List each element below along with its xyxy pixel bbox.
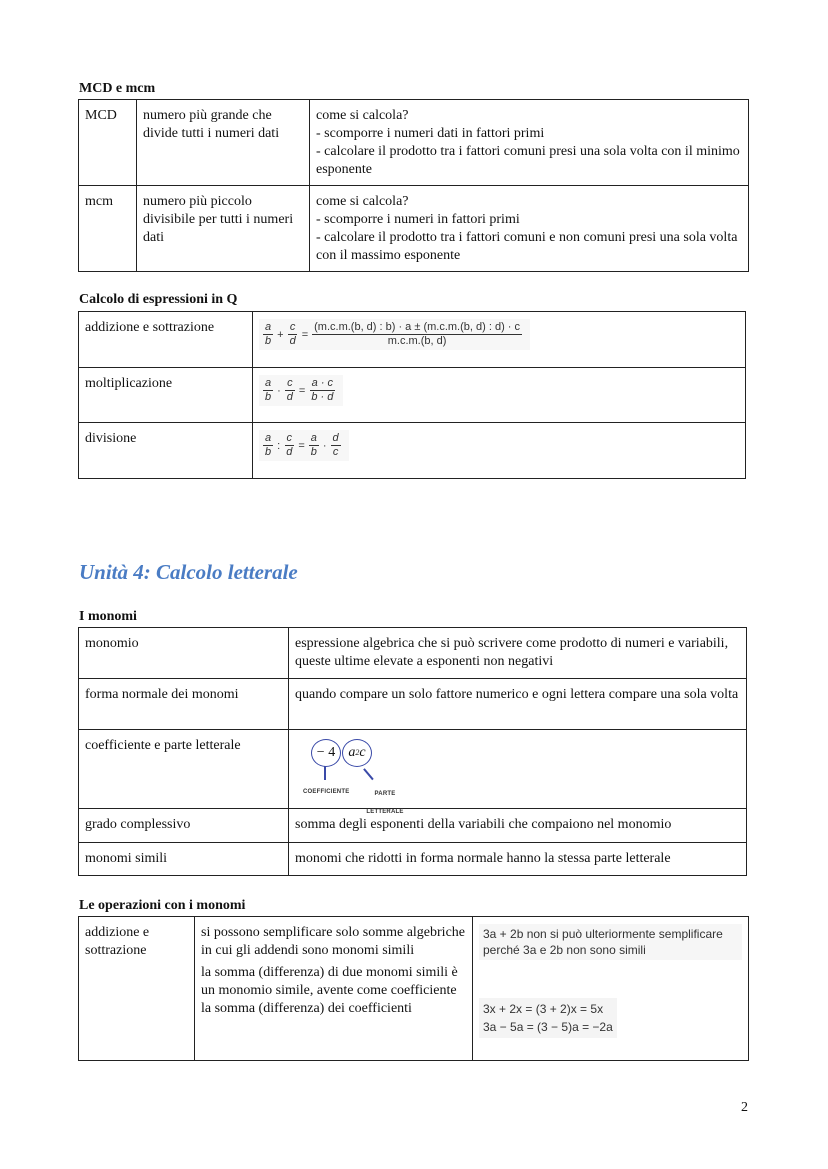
definition-cell: numero più piccolo divisibile per tutti i numeri dati bbox=[137, 186, 310, 272]
rules-cell bbox=[195, 917, 473, 1061]
term-cell: monomi simili bbox=[79, 843, 289, 876]
unit-heading: Unità 4: Calcolo letterale bbox=[79, 560, 298, 584]
examples-cell bbox=[473, 917, 749, 1061]
example-not-similar: 3a + 2b non si può ulteriormente semplificare perché 3a e 2b non sono simili bbox=[479, 924, 742, 960]
example-similar-sum: 3x + 2x = (3 + 2)x = 5x 3a − 5a = (3 − 5)a = −2a bbox=[479, 998, 617, 1038]
method-title: come si calcola? bbox=[316, 194, 409, 209]
table-row-forma-normale bbox=[79, 679, 747, 730]
formula-cell bbox=[253, 368, 746, 423]
definition-cell: numero più grande che divide tutti i numeri dati bbox=[137, 100, 310, 186]
method-step: - scomporre i numeri dati in fattori primi bbox=[316, 126, 545, 141]
rule-text: si possono semplificare solo somme algebriche in cui gli addendi sono monomi simili bbox=[201, 925, 465, 958]
monomial-diagram bbox=[301, 739, 421, 815]
section-title-mcd-mcm: MCD e mcm bbox=[79, 81, 156, 96]
table-row-divisione bbox=[79, 423, 746, 479]
term-cell: coefficiente e parte letterale bbox=[79, 730, 289, 809]
formula-cell bbox=[253, 312, 746, 368]
definition-cell: quando compare un solo fattore numerico e ogni lettera compare una sola volta bbox=[289, 679, 747, 730]
operation-cell: addizione e sottrazione bbox=[79, 917, 195, 1061]
term-cell: mcm bbox=[79, 186, 137, 272]
rule-text: la somma (differenza) di due monomi simili è un monomio simile, avente come coefficiente la somma (differenza) dei coefficienti bbox=[201, 965, 458, 1016]
method-step: - calcolare il prodotto tra i fattori comuni presi una sola volta con il minimo esponente bbox=[316, 144, 740, 177]
coefficient-label: COEFFICIENTE bbox=[303, 789, 350, 795]
operation-cell: moltiplicazione bbox=[79, 368, 253, 423]
literal-leader-line bbox=[363, 769, 373, 781]
literal-part-circle: a 2 c bbox=[342, 739, 372, 767]
coefficient-leader-line bbox=[324, 766, 326, 780]
definition-cell: somma degli esponenti della variabili che compaiono nel monomio bbox=[289, 809, 747, 843]
table-row-addizione bbox=[79, 312, 746, 368]
table-row-monomio bbox=[79, 628, 747, 679]
literal-part-label: PARTE LETTERALE bbox=[366, 791, 404, 815]
espressioni-q-table bbox=[78, 311, 746, 479]
method-cell bbox=[310, 100, 749, 186]
table-row-moltiplicazione bbox=[79, 368, 746, 423]
operation-cell: divisione bbox=[79, 423, 253, 479]
table-row-simili bbox=[79, 843, 747, 876]
term-cell: grado complessivo bbox=[79, 809, 289, 843]
term-cell: forma normale dei monomi bbox=[79, 679, 289, 730]
division-formula: $\frac{a}{b}$ : $\frac{c}{d}$ = $\frac{a}{b}$ · $\frac{d}{c}$ bbox=[259, 430, 349, 461]
table-row-addizione-sottrazione bbox=[79, 917, 749, 1061]
operation-cell: addizione e sottrazione bbox=[79, 312, 253, 368]
multiplication-formula: $\frac{a}{b}$ · $\frac{c}{d}$ = $\frac{a \cdot c}{b \cdot d}$ bbox=[259, 375, 343, 406]
method-cell bbox=[310, 186, 749, 272]
formula-cell bbox=[253, 423, 746, 479]
coefficient-circle: − 4 bbox=[311, 739, 341, 767]
term-cell: monomio bbox=[79, 628, 289, 679]
method-step: - calcolare il prodotto tra i fattori comuni e non comuni presi una sola volta con il massimo esponente bbox=[316, 230, 738, 263]
addition-formula: $\frac{a}{b}$ + $\frac{c}{d}$ = $\frac{(m.c.m.(b, d) : b) \cdot a \pm (m.c.m.(b, d) : d) \cdot c}{m.c.m.(b, d)}$ bbox=[259, 319, 530, 350]
page-number: 2 bbox=[741, 1100, 748, 1115]
mcd-mcm-table bbox=[78, 99, 749, 272]
monomi-table bbox=[78, 627, 747, 876]
table-row-mcm bbox=[79, 186, 749, 272]
operazioni-monomi-table bbox=[78, 916, 749, 1061]
definition-cell: espressione algebrica che si può scrivere come prodotto di numeri e variabili, queste ultime elevate a esponenti non negativi bbox=[289, 628, 747, 679]
table-row-mcd bbox=[79, 100, 749, 186]
section-title-espressioni-q: Calcolo di espressioni in Q bbox=[79, 292, 238, 307]
diagram-cell bbox=[289, 730, 747, 815]
definition-cell: monomi che ridotti in forma normale hanno la stessa parte letterale bbox=[289, 843, 747, 876]
method-title: come si calcola? bbox=[316, 108, 409, 123]
method-step: - scomporre i numeri in fattori primi bbox=[316, 212, 520, 227]
table-row-coefficiente bbox=[79, 730, 747, 809]
table-row-grado bbox=[79, 809, 747, 843]
term-cell: MCD bbox=[79, 100, 137, 186]
section-title-operazioni-monomi: Le operazioni con i monomi bbox=[79, 898, 246, 913]
section-title-monomi: I monomi bbox=[79, 609, 137, 624]
